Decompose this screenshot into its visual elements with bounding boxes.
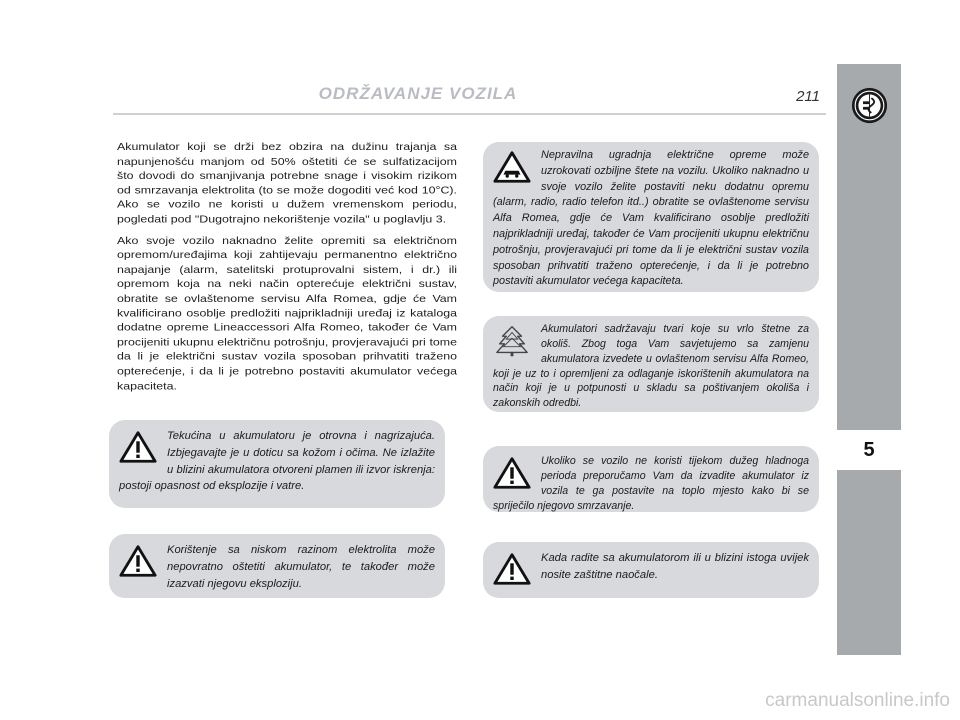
chapter-side-band bbox=[837, 64, 901, 655]
paragraph-additional-equipment: Ako svoje vozilo naknadno želite opremiti sa električnom opremom/uređajima koji zahtijevaju permanentno električno napajanje (alarm, satelitski protuprovalni sistem, i dr.) ili opremom koja na neki način opterećuje električni sustav, obratite se ovlaštenome servisu Alfa Romea, gdje će Vam kvalificirano osoblje predložiti najprikladniji uređaj iz kataloga dodatne opreme Lineaccessori Alfa Romeo, također će Vam procijeniti ukupnu električnu potrošnju, provjeravajući pri tome da li je električni sustav vozila sposoban prihvatiti traženo opterećenje, i da li je potrebno postaviti akumulator većega kapaciteta. bbox=[117, 234, 457, 392]
note-text: Kada radite sa akumulatorom ili u blizini istoga uvijek nosite zaštitne naočale. bbox=[541, 552, 809, 581]
car-warning-triangle-icon bbox=[493, 150, 531, 184]
warning-triangle-icon bbox=[493, 456, 531, 490]
brand-logo-icon bbox=[851, 87, 888, 124]
cold-storage-warning-box bbox=[483, 446, 819, 512]
note-text: Akumulatori sadržavaju tvari koje su vrlo štetne za okoliš. Zbog toga Vam savjetujemo sa zamjenu akumulatora izvedete u ovlaštenom servisu Alfa Romeo, koji je uz to i opremljeni za odlaganje iskorištenih akumulatora na način koji je u potpunosti u skladu sa poštivanjem okoliša i zakonskih odredbi. bbox=[493, 323, 809, 410]
section-title: ODRŽAVANJE VOZILA bbox=[318, 84, 518, 103]
warning-triangle-icon bbox=[493, 552, 531, 586]
warning-triangle-icon bbox=[119, 430, 157, 464]
note-text: Nepravilna ugradnja električne opreme može uzrokovati ozbiljne štete na vozilu. Ukoliko naknadno u svoje vozilo želite postaviti neku dodatnu opremu (alarm, radio, radio telefon itd..) obratite se ovlaštenome servisu Alfa Romea, gdje će Vam kvalificirano osoblje predložiti najprikladniji uređaj, također će Vam procijeniti ukupnu električnu potrošnju, provjeravajući pri tome da li je električni sustav vozila sposoban prihvatiti traženo opterećenje, i da li je potrebno postaviti akumulator većega kapaciteta. bbox=[493, 149, 809, 288]
electrolyte-warning-box bbox=[109, 420, 445, 508]
environment-tree-icon bbox=[493, 324, 531, 358]
chapter-number: 5 bbox=[837, 430, 901, 470]
note-text: Ukoliko se vozilo ne koristi tijekom dužeg hladnoga perioda preporučamo Vam da izvadite akumulator iz vozila te ga postavite na toplo mjesto kako bi se spriječilo njegovo smrzavanje. bbox=[493, 455, 809, 512]
low-electrolyte-warning-box bbox=[109, 534, 445, 598]
improper-equipment-warning-box bbox=[483, 142, 819, 292]
warning-triangle-icon bbox=[119, 544, 157, 578]
header-divider bbox=[113, 113, 826, 115]
note-text: Tekućina u akumulatoru je otrovna i nagrizajuća. Izbjegavajte je u doticu sa kožom i očima. Ne izlažite u blizini akumulatora otvoreni plamen ili izvor iskrenja: postoji opasnost od eksplozije i vatre. bbox=[119, 430, 435, 493]
note-text: Korištenje sa niskom razinom elektrolita može nepovratno oštetiti akumulator, te također može izazvati njegovu eksploziju. bbox=[167, 544, 435, 590]
environment-note-box bbox=[483, 316, 819, 412]
main-body-text bbox=[117, 140, 457, 400]
page-number: 211 bbox=[796, 88, 820, 105]
site-watermark: carmanualsonline.info bbox=[765, 690, 950, 711]
goggles-warning-box bbox=[483, 542, 819, 598]
paragraph-battery-sulfation: Akumulator koji se drži bez obzira na dužinu trajanja sa napunjenošću manjom od 50% oštetiti će se sulfatizacijom što dovodi do smanjivanja potrebne snage i visokim rizikom od smrzavanja elektrolita (to se može dogoditi već kod 10°C). Ako se vozilo ne koristi u dužem vremenskom periodu, pogledati pod "Dugotrajno nekorištenje vozila" u poglavlju 3. bbox=[117, 140, 457, 225]
